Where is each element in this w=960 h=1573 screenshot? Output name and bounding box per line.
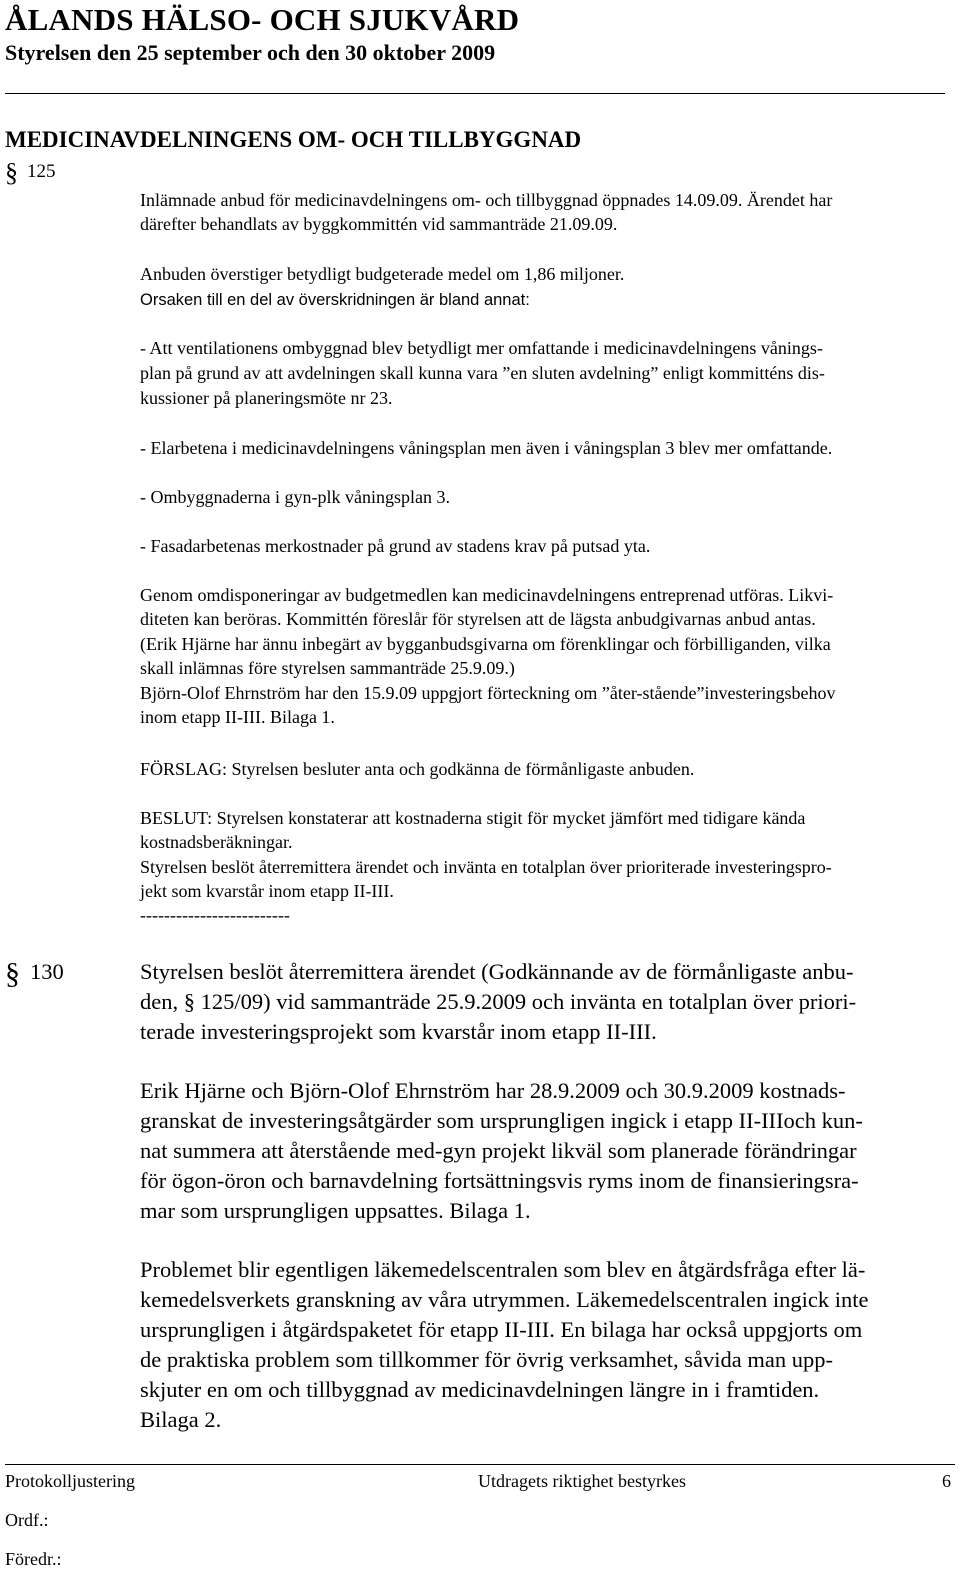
ventilation-line-1: - Att ventilationens ombyggnad blev betydligt mer omfattande i medicinavdelningens vånings- xyxy=(140,338,823,358)
ventilation-line-2: plan på grund av att avdelningen skall kunna vara ”en sluten avdelning” enligt kommitténs dis- xyxy=(140,363,825,383)
section-mark-130: § xyxy=(5,957,20,990)
organization-title: ÅLANDS HÄLSO- OCH SJUKVÅRD xyxy=(5,2,520,37)
budget-line: Anbuden överstiger betydligt budgeterade medel om 1,86 miljoner. xyxy=(140,264,625,284)
facade-line: - Fasadarbetenas merkostnader på grund av stadens krav på putsad yta. xyxy=(140,536,651,556)
item130-para2-line-2: granskat de investeringsåtgärder som ursprungligen ingick i etapp II-IIIoch kun- xyxy=(140,1108,863,1133)
footer-chair-label: Ordf.: xyxy=(5,1510,49,1530)
decision-line-4: jekt som kvarstår inom etapp II-III. xyxy=(140,881,394,901)
item130-para1-line-1: Styrelsen beslöt återremittera ärendet (Godkännande av de förmånligaste anbu- xyxy=(140,959,854,984)
item130-para3-line-5: skjuter en om och tillbyggnad av medicinavdelningen längre in i framtiden. xyxy=(140,1377,820,1402)
meeting-subtitle: Styrelsen den 25 september och den 30 oktober 2009 xyxy=(5,40,496,65)
redistribution-line-3: (Erik Hjärne har ännu inbegärt av bygganbudsgivarna om förenklingar och förbilliganden, vilka xyxy=(140,634,831,654)
electrical-line: - Elarbetena i medicinavdelningens våningsplan men även i våningsplan 3 blev mer omfattande. xyxy=(140,438,833,458)
section-title: MEDICINAVDELNINGENS OM- OCH TILLBYGGNAD xyxy=(5,127,582,152)
item-number-125: 125 xyxy=(27,161,56,182)
decision-line-2: kostnadsberäkningar. xyxy=(140,832,293,852)
footer-presenter-label: Föredr.: xyxy=(5,1549,62,1569)
item130-para3-line-4: de praktiska problem som tillkommer för övrig verksamhet, såvida man upp- xyxy=(140,1347,833,1372)
item130-para2-line-1: Erik Hjärne och Björn-Olof Ehrnström har 28.9.2009 och 30.9.2009 kostnads- xyxy=(140,1078,846,1103)
redistribution-line-5: Björn-Olof Ehrnström har den 15.9.09 uppgjort förteckning om ”åter-stående”investeringsbehov xyxy=(140,683,836,703)
item130-para2-line-5: mar som ursprungligen uppsattes. Bilaga 1. xyxy=(140,1198,531,1223)
section-mark-125: § xyxy=(5,158,18,187)
item130-para2-line-4: för ögon-öron och barnavdelning fortsättningsvis ryms inom de finansieringsra- xyxy=(140,1168,859,1193)
item-number-130: 130 xyxy=(30,959,64,984)
redistribution-line-2: diteten kan beröras. Kommittén föreslår för styrelsen att de lägsta anbudgivarnas anbud antas. xyxy=(140,609,816,629)
ventilation-line-3: kussioner på planeringsmöte nr 23. xyxy=(140,388,393,408)
item130-para1-line-3: terade investeringsprojekt som kvarstår inom etapp II-III. xyxy=(140,1019,657,1044)
redistribution-line-6: inom etapp II-III. Bilaga 1. xyxy=(140,707,335,727)
footer-protocol-check: Protokolljustering xyxy=(5,1471,135,1491)
redistribution-line-1: Genom omdisponeringar av budgetmedlen kan medicinavdelningens entreprenad utföras. Likvi- xyxy=(140,585,834,605)
cause-line: Orsaken till en del av överskridningen är bland annat: xyxy=(140,291,530,309)
item130-para3-line-6: Bilaga 2. xyxy=(140,1407,222,1432)
item130-para3-line-1: Problemet blir egentligen läkemedelscentralen som blev en åtgärdsfråga efter lä- xyxy=(140,1257,866,1282)
header-divider xyxy=(5,93,945,94)
intro-line-2: därefter behandlats av byggkommittén vid sammanträde 21.09.09. xyxy=(140,214,618,234)
rebuild-line: - Ombyggnaderna i gyn-plk våningsplan 3. xyxy=(140,487,450,507)
item130-para1-line-2: den, § 125/09) vid sammanträde 25.9.2009 och invänta en totalplan över priori- xyxy=(140,989,857,1014)
decision-line-3: Styrelsen beslöt återremittera ärendet och invänta en totalplan över prioriterade investeringspro- xyxy=(140,857,832,877)
footer-page-number: 6 xyxy=(942,1471,951,1491)
item130-para3-line-3: ursprungligen i åtgärdspaketet för etapp II-III. En bilaga har också uppgjorts om xyxy=(140,1317,863,1342)
item130-para2-line-3: nat summera att återstående med-gyn projekt likväl som planerade förändringar xyxy=(140,1138,857,1163)
footer-certification: Utdragets riktighet bestyrkes xyxy=(478,1471,686,1491)
proposal-line: FÖRSLAG: Styrelsen besluter anta och godkänna de förmånligaste anbuden. xyxy=(140,759,695,779)
item130-para3-line-2: kemedelsverkets granskning av våra utrymmen. Läkemedelscentralen ingick inte xyxy=(140,1287,869,1312)
redistribution-line-4: skall inlämnas före styrelsen sammanträde 25.9.09.) xyxy=(140,658,515,678)
separator-line: ------------------------- xyxy=(140,905,290,925)
footer-divider xyxy=(5,1464,955,1465)
decision-line-1: BESLUT: Styrelsen konstaterar att kostnaderna stigit för mycket jämfört med tidigare kända xyxy=(140,808,806,828)
intro-line-1: Inlämnade anbud för medicinavdelningens om- och tillbyggnad öppnades 14.09.09. Ärendet har xyxy=(140,190,833,210)
